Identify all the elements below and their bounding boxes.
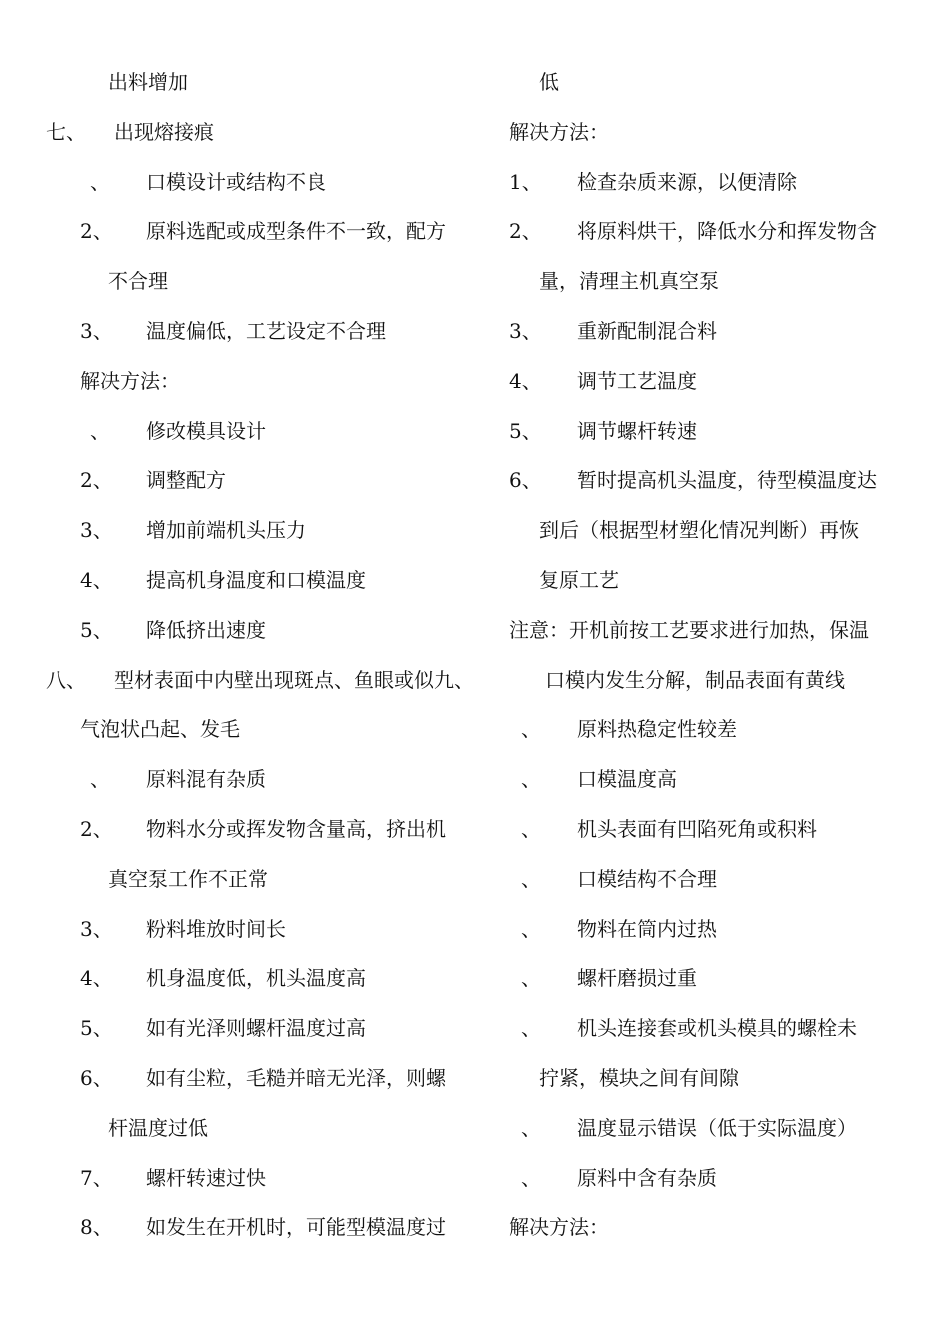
item-number: 5、 — [80, 1016, 113, 1041]
item-number: 3、 — [80, 518, 113, 543]
item-number: 3、 — [80, 916, 113, 941]
text-line — [505, 1054, 925, 1104]
list-item — [505, 905, 925, 955]
item-text: 原料热稳定性较差 — [577, 717, 737, 742]
list-item — [505, 855, 925, 905]
item-number: 、 — [521, 1016, 541, 1041]
item-text: 粉料堆放时间长 — [146, 916, 286, 941]
list-item — [505, 357, 925, 407]
solution-heading — [505, 108, 925, 158]
section-heading — [505, 656, 925, 706]
list-item — [0, 954, 505, 1004]
list-item — [505, 207, 925, 257]
item-text: 调整配方 — [146, 468, 226, 493]
text-line — [505, 58, 925, 108]
line-text: 气泡状凸起、发毛 — [80, 717, 240, 742]
solution-heading — [0, 357, 505, 407]
item-text: 原料选配或成型条件不一致，配方 — [146, 219, 446, 244]
item-text: 口模结构不合理 — [577, 866, 717, 891]
item-number: 1、 — [509, 169, 542, 194]
item-number: 5、 — [509, 418, 542, 443]
item-text: 修改模具设计 — [146, 418, 266, 443]
line-text: 解决方法： — [509, 1215, 609, 1240]
line-text: 出料增加 — [108, 70, 188, 94]
section-heading — [0, 656, 505, 706]
list-item — [0, 506, 505, 556]
list-item — [0, 755, 505, 805]
list-item — [505, 158, 925, 208]
line-text: 注意：开机前按工艺要求进行加热，保温 — [509, 617, 869, 642]
section-heading — [0, 108, 505, 158]
item-text: 物料水分或挥发物含量高，挤出机 — [146, 816, 446, 841]
item-number: 、 — [521, 767, 541, 792]
line-text: 解决方法： — [80, 368, 180, 393]
item-number: 2、 — [80, 468, 113, 493]
item-number: 2、 — [509, 219, 542, 244]
text-line — [0, 257, 505, 307]
section-number: 八、 — [46, 667, 86, 692]
item-text: 温度偏低，工艺设定不合理 — [146, 318, 386, 343]
list-item — [505, 456, 925, 506]
list-item — [0, 307, 505, 357]
list-item — [0, 1154, 505, 1204]
item-text: 暂时提高机头温度，待型模温度达 — [577, 468, 877, 493]
item-number: 2、 — [80, 816, 113, 841]
item-text: 增加前端机头压力 — [146, 518, 306, 543]
item-text: 温度显示错误（低于实际温度） — [577, 1115, 857, 1140]
item-text: 降低挤出速度 — [146, 617, 266, 642]
item-number: 4、 — [80, 966, 113, 991]
line-text: 到后（根据型材塑化情况判断）再恢 — [539, 518, 859, 543]
section-title: 出现熔接痕 — [114, 119, 214, 144]
item-text: 提高机身温度和口模温度 — [146, 567, 366, 592]
list-item — [0, 207, 505, 257]
item-number: 、 — [521, 816, 541, 841]
item-number: 、 — [521, 966, 541, 991]
list-item — [0, 456, 505, 506]
item-text: 口模设计或结构不良 — [146, 169, 326, 194]
list-item — [0, 158, 505, 208]
item-number: 6、 — [80, 1065, 113, 1090]
list-item — [505, 954, 925, 1004]
item-number: 、 — [521, 1165, 541, 1190]
item-number: 7、 — [80, 1165, 113, 1190]
item-text: 物料在筒内过热 — [577, 916, 717, 941]
line-text: 真空泵工作不正常 — [108, 866, 268, 891]
list-item — [0, 805, 505, 855]
item-number: 8、 — [80, 1215, 113, 1240]
list-item — [505, 307, 925, 357]
text-line — [505, 257, 925, 307]
item-number: 2、 — [80, 219, 113, 244]
text-line — [505, 506, 925, 556]
list-item — [505, 1104, 925, 1154]
text-line — [0, 58, 505, 108]
item-number: 、 — [90, 169, 110, 194]
text-line — [0, 705, 505, 755]
item-number: 、 — [521, 1115, 541, 1140]
list-item — [505, 1154, 925, 1204]
right-column — [505, 58, 925, 1253]
item-text: 机头表面有凹陷死角或积料 — [577, 816, 817, 841]
note-line — [505, 606, 925, 656]
item-text: 口模温度高 — [577, 767, 677, 792]
item-text: 如有尘粒，毛糙并暗无光泽，则螺 — [146, 1065, 446, 1090]
list-item — [0, 556, 505, 606]
item-text: 如发生在开机时，可能型模温度过 — [146, 1215, 446, 1240]
list-item — [0, 606, 505, 656]
line-text: 低 — [539, 70, 559, 94]
item-number: 3、 — [509, 318, 542, 343]
item-text: 机头连接套或机头模具的螺栓未 — [577, 1016, 857, 1041]
line-text: 不合理 — [108, 269, 168, 294]
list-item — [0, 407, 505, 457]
item-number: 、 — [90, 418, 110, 443]
item-number: 、 — [90, 767, 110, 792]
item-text: 原料混有杂质 — [146, 767, 266, 792]
list-item — [0, 1203, 505, 1253]
list-item — [505, 1004, 925, 1054]
item-number: 6、 — [509, 468, 542, 493]
item-number: 、 — [521, 717, 541, 742]
item-text: 原料中含有杂质 — [577, 1165, 717, 1190]
line-text: 解决方法： — [509, 119, 609, 144]
list-item — [505, 407, 925, 457]
item-text: 如有光泽则螺杆温度过高 — [146, 1016, 366, 1041]
list-item — [505, 705, 925, 755]
list-item — [0, 1004, 505, 1054]
list-item — [0, 1054, 505, 1104]
item-number: 5、 — [80, 617, 113, 642]
item-text: 重新配制混合料 — [577, 318, 717, 343]
item-text: 调节螺杆转速 — [577, 418, 697, 443]
line-text: 杆温度过低 — [108, 1115, 208, 1140]
left-column — [0, 58, 505, 1253]
line-text: 拧紧，模块之间有间隙 — [539, 1065, 739, 1090]
text-line — [0, 855, 505, 905]
list-item — [505, 755, 925, 805]
item-text: 将原料烘干，降低水分和挥发物含 — [577, 219, 877, 244]
item-text: 调节工艺温度 — [577, 368, 697, 393]
line-text: 量，清理主机真空泵 — [539, 269, 719, 294]
item-text: 螺杆磨损过重 — [577, 966, 697, 991]
section-title: 口模内发生分解，制品表面有黄线 — [545, 667, 845, 692]
line-text: 复原工艺 — [539, 567, 619, 592]
section-title: 型材表面中内壁出现斑点、鱼眼或似九、 — [114, 667, 474, 692]
item-number: 4、 — [509, 368, 542, 393]
list-item — [505, 805, 925, 855]
solution-heading — [505, 1203, 925, 1253]
text-line — [505, 556, 925, 606]
section-number: 七、 — [46, 119, 86, 144]
text-line — [0, 1104, 505, 1154]
item-number: 3、 — [80, 318, 113, 343]
item-text: 检查杂质来源，以便清除 — [577, 169, 797, 194]
item-number: 、 — [521, 916, 541, 941]
item-text: 机身温度低，机头温度高 — [146, 966, 366, 991]
item-number: 、 — [521, 866, 541, 891]
item-text: 螺杆转速过快 — [146, 1165, 266, 1190]
list-item — [0, 905, 505, 955]
item-number: 4、 — [80, 567, 113, 592]
